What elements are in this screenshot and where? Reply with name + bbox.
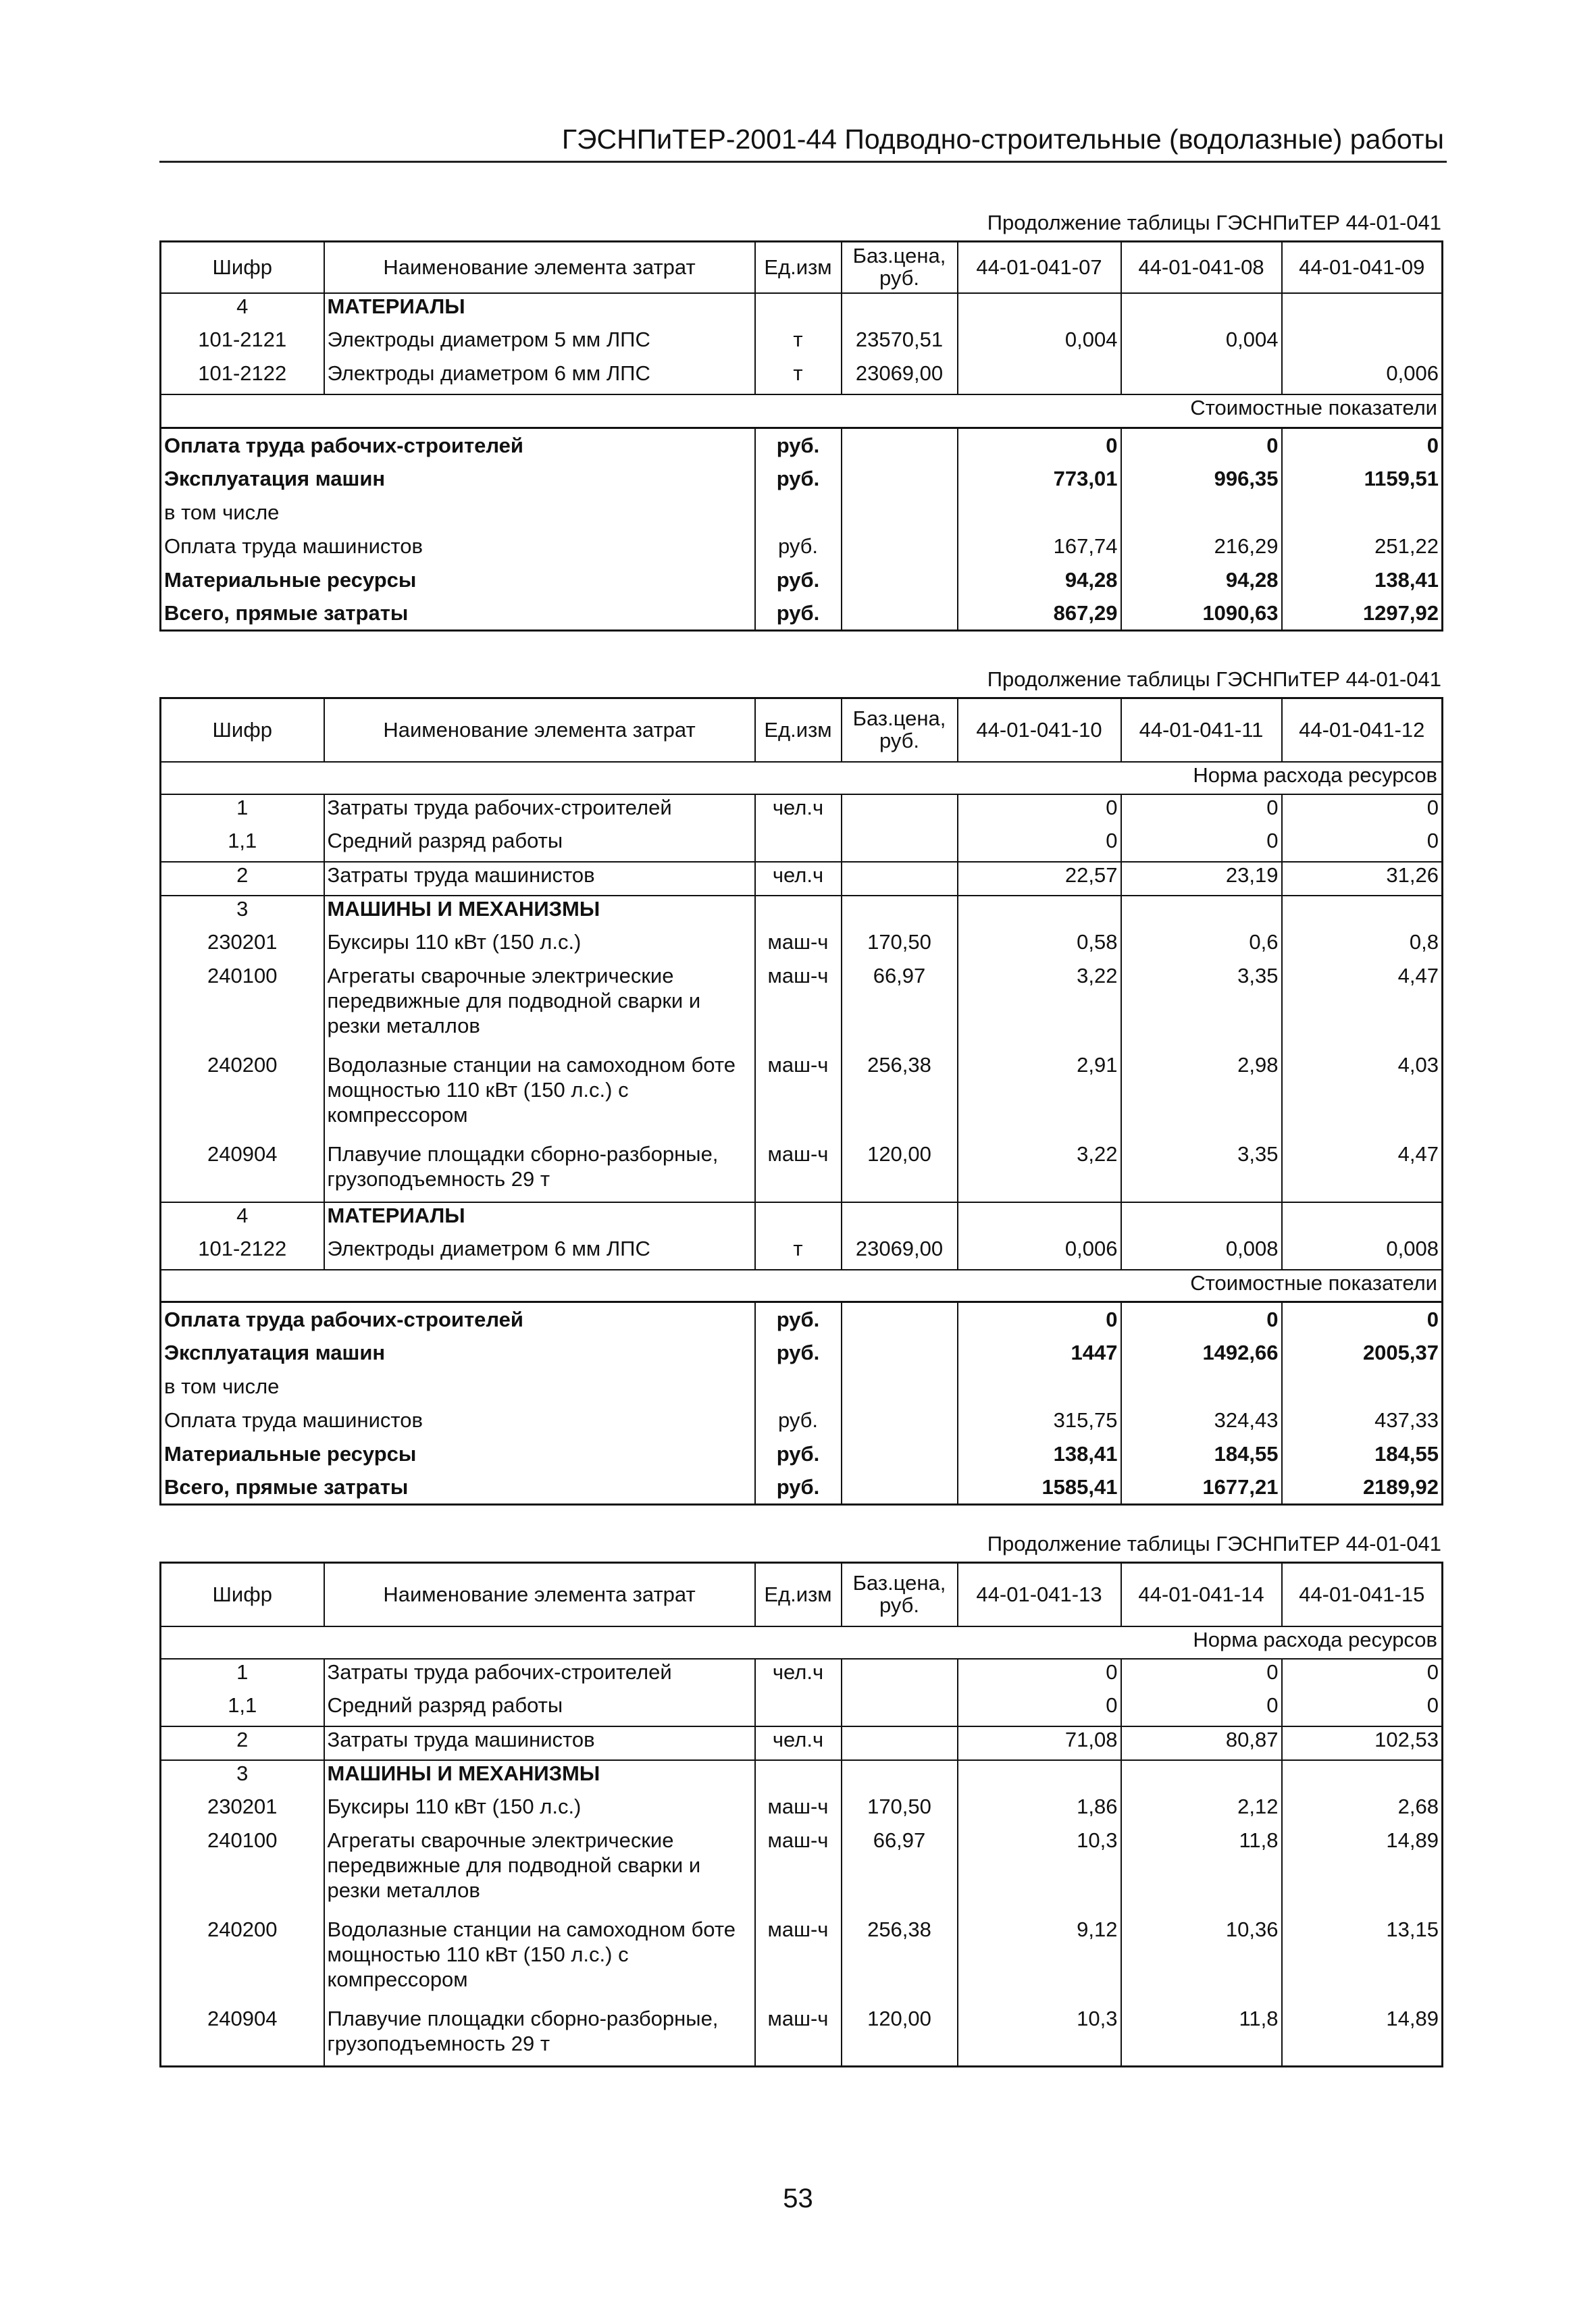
cost-row [161, 1437, 1443, 1471]
row-value-3: 0,008 [1386, 1236, 1439, 1260]
col-header-price: Баз.цена, руб. [842, 698, 958, 762]
col-header-code-2: 44-01-041-08 [1121, 242, 1282, 293]
cost-value-2 [1121, 496, 1282, 530]
cost-value-2: 216,29 [1121, 530, 1282, 563]
row-value-2: 0,004 [1121, 327, 1282, 361]
cost-value-3: 0 [1282, 1302, 1443, 1336]
table-row [161, 293, 1443, 327]
row-unit [755, 1693, 842, 1726]
row-value-1: 0,006 [958, 1236, 1121, 1270]
cost-label: Всего, прямые затраты [161, 597, 755, 631]
row-price: 23069,00 [842, 361, 958, 394]
row-name: Затраты труда рабочих-строителей [324, 1659, 755, 1693]
row-code: 4 [161, 1202, 324, 1236]
row-value-3: 0 [1426, 1693, 1439, 1717]
cost-value-1 [958, 496, 1121, 530]
cost-unit: руб. [776, 601, 820, 625]
row-value-2: 10,36 [1121, 1917, 1282, 2006]
cost-price-empty [842, 1370, 958, 1404]
row-price [842, 794, 958, 828]
row-value-1: 10,3 [958, 1828, 1121, 1917]
row-value-1: 3,22 [958, 963, 1121, 1052]
table-caption: Продолжение таблицы ГЭСНПиТЕР 44-01-041 [987, 667, 1441, 691]
cost-value-1: 167,74 [958, 530, 1121, 563]
row-value-3 [1282, 896, 1443, 929]
row-value-3: 4,03 [1397, 1052, 1439, 1077]
row-code: 240100 [207, 1828, 278, 1852]
row-name: Плавучие площадки сборно-разборные, грузоподъемность 29 т [324, 2006, 755, 2067]
cost-row [161, 1404, 1443, 1437]
row-value-1: 2,91 [958, 1052, 1121, 1141]
page-number: 53 [783, 2184, 813, 2213]
cost-price-empty [842, 1437, 958, 1471]
row-name: Средний разряд работы [324, 828, 755, 862]
row-name: Электроды диаметром 6 мм ЛПС [324, 361, 755, 394]
cost-unit: руб. [776, 567, 820, 592]
page-title: ГЭСНПиТЕР-2001-44 Подводно-строительные (водолазные) работы [561, 124, 1444, 155]
cost-unit: руб. [776, 1441, 820, 1466]
col-header-code-2: 44-01-041-14 [1121, 1563, 1282, 1626]
cost-value-2: 0 [1121, 1302, 1282, 1336]
table-row [161, 963, 1443, 1052]
row-code: 3 [161, 1760, 324, 1794]
cost-price-empty [842, 1404, 958, 1437]
col-header-unit: Ед.изм [755, 242, 842, 293]
row-value-3: 0,006 [1386, 361, 1439, 385]
cost-price-empty [842, 1336, 958, 1370]
cost-label: Оплата труда рабочих-строителей [161, 428, 755, 462]
row-value-1: 0 [958, 828, 1121, 862]
row-value-1: 0,58 [958, 929, 1121, 963]
cost-value-3: 1159,51 [1364, 466, 1439, 490]
col-header-code-2: 44-01-041-11 [1121, 698, 1282, 762]
col-header-name: Наименование элемента затрат [324, 242, 755, 293]
table-row [161, 1726, 1443, 1760]
row-unit: маш-ч [767, 929, 829, 954]
norm-section-header [161, 762, 1443, 794]
row-unit: маш-ч [767, 1917, 829, 1941]
row-value-2: 3,35 [1121, 1141, 1282, 1202]
table-row [161, 794, 1443, 828]
cost-value-3: 2005,37 [1362, 1340, 1439, 1364]
cost-row [161, 597, 1443, 631]
row-value-1: 0 [958, 1693, 1121, 1726]
cost-label: Оплата труда рабочих-строителей [161, 1302, 755, 1336]
row-unit: чел.ч [755, 1726, 842, 1760]
cost-section-header [161, 394, 1443, 428]
row-value-3: 31,26 [1282, 862, 1443, 896]
row-unit: чел.ч [755, 862, 842, 896]
row-value-3: 14,89 [1386, 1828, 1439, 1852]
row-name: МАШИНЫ И МЕХАНИЗМЫ [324, 1760, 755, 1794]
cost-value-2: 184,55 [1121, 1437, 1282, 1471]
cost-value-1: 315,75 [958, 1404, 1121, 1437]
row-name: Агрегаты сварочные электрические передвижные для подводной сварки и резки металлов [324, 1828, 755, 1917]
cost-row [161, 428, 1443, 462]
row-unit: маш-ч [767, 1141, 829, 1166]
row-value-2: 11,8 [1121, 1828, 1282, 1917]
cost-value-1: 1447 [958, 1336, 1121, 1370]
cost-value-3: 138,41 [1374, 567, 1439, 592]
cost-price-empty [842, 597, 958, 631]
row-name: МАШИНЫ И МЕХАНИЗМЫ [324, 896, 755, 929]
cost-unit: руб. [776, 466, 820, 490]
row-code: 230201 [207, 1794, 278, 1818]
row-value-2 [1121, 293, 1282, 327]
cost-label: Эксплуатация машин [161, 462, 755, 496]
row-value-2 [1121, 1760, 1282, 1794]
row-code: 101-2121 [198, 327, 287, 351]
row-name: Средний разряд работы [324, 1693, 755, 1726]
table-row [161, 1760, 1443, 1794]
row-value-2 [1121, 361, 1282, 394]
table-row [161, 327, 1443, 361]
row-code: 230201 [207, 929, 278, 954]
cost-row [161, 1471, 1443, 1505]
cost-label: в том числе [161, 1370, 755, 1404]
row-value-2: 0 [1121, 1693, 1282, 1726]
row-value-2 [1121, 896, 1282, 929]
row-price: 23069,00 [842, 1236, 958, 1270]
cost-value-1: 867,29 [958, 597, 1121, 631]
cost-row [161, 1370, 1443, 1404]
table-row [161, 1794, 1443, 1828]
row-code: 240200 [207, 1052, 278, 1077]
row-name: Затраты труда машинистов [324, 862, 755, 896]
cost-price-empty [842, 462, 958, 496]
row-name: МАТЕРИАЛЫ [324, 293, 755, 327]
row-value-1: 9,12 [958, 1917, 1121, 2006]
row-unit [755, 896, 842, 929]
table-caption: Продолжение таблицы ГЭСНПиТЕР 44-01-041 [987, 1532, 1441, 1555]
row-value-3: 0 [1426, 795, 1439, 819]
row-unit: т [793, 327, 803, 351]
cost-row [161, 496, 1443, 530]
row-value-2: 0,008 [1121, 1236, 1282, 1270]
cost-value-1 [958, 1370, 1121, 1404]
row-value-1: 22,57 [958, 862, 1121, 896]
row-value-2: 0,6 [1121, 929, 1282, 963]
row-price: 120,00 [842, 1141, 958, 1202]
cost-price-empty [842, 563, 958, 597]
resource-table-2 [159, 697, 1443, 1506]
row-value-2: 11,8 [1121, 2006, 1282, 2067]
cost-value-1: 773,01 [958, 462, 1121, 496]
cost-row [161, 563, 1443, 597]
row-code: 1 [236, 795, 249, 819]
cost-label: Оплата труда машинистов [161, 1404, 755, 1437]
row-unit: маш-ч [767, 1828, 829, 1852]
cost-header-label: Стоимостные показатели [161, 1270, 1443, 1302]
col-header-code: Шифр [161, 1563, 324, 1626]
row-code: 2 [161, 1726, 324, 1760]
row-price: 170,50 [842, 929, 958, 963]
row-code: 4 [236, 294, 249, 318]
cost-label: Всего, прямые затраты [161, 1471, 755, 1505]
row-price [842, 1760, 958, 1794]
row-name: Затраты труда рабочих-строителей [324, 794, 755, 828]
table-row [161, 1828, 1443, 1917]
cost-unit: руб. [777, 534, 819, 558]
row-code: 240100 [207, 963, 278, 987]
cost-value-1: 1585,41 [958, 1471, 1121, 1505]
row-price [842, 828, 958, 862]
cost-price-empty [842, 1471, 958, 1505]
row-value-3: 0 [1426, 1660, 1439, 1684]
row-value-2 [1121, 1202, 1282, 1236]
norm-header-label: Норма расхода ресурсов [161, 762, 1443, 794]
row-price [842, 1202, 958, 1236]
row-value-1 [958, 1202, 1121, 1236]
row-price [842, 896, 958, 929]
table-row [161, 896, 1443, 929]
row-price: 66,97 [842, 1828, 958, 1917]
cost-row [161, 530, 1443, 563]
col-header-code-3: 44-01-041-09 [1282, 242, 1443, 293]
row-value-1: 71,08 [958, 1726, 1121, 1760]
row-unit: чел.ч [772, 1660, 824, 1684]
row-value-1 [958, 896, 1121, 929]
cost-price-empty [842, 1302, 958, 1336]
row-unit: маш-ч [767, 2006, 829, 2030]
cost-unit: руб. [755, 428, 842, 462]
row-value-2: 2,12 [1121, 1794, 1282, 1828]
cost-price-empty [842, 530, 958, 563]
col-header-price: Баз.цена, руб. [842, 242, 958, 293]
cost-value-3: 251,22 [1374, 534, 1439, 558]
cost-value-3: 0 [1282, 428, 1443, 462]
resource-table-3 [159, 1562, 1443, 2067]
cost-value-3: 1297,92 [1362, 601, 1439, 625]
row-price [842, 1659, 958, 1693]
cost-value-2: 324,43 [1121, 1404, 1282, 1437]
cost-value-2 [1121, 1370, 1282, 1404]
cost-header-label: Стоимостные показатели [161, 394, 1443, 428]
table-row [161, 862, 1443, 896]
row-price [842, 293, 958, 327]
col-header-code: Шифр [161, 242, 324, 293]
col-header-name: Наименование элемента затрат [324, 1563, 755, 1626]
col-header-code-1: 44-01-041-10 [958, 698, 1121, 762]
table-row [161, 1202, 1443, 1236]
row-code: 240904 [207, 1141, 278, 1166]
row-price [842, 862, 958, 896]
row-value-3: 0 [1426, 828, 1439, 852]
row-value-1: 10,3 [958, 2006, 1121, 2067]
cost-label: Материальные ресурсы [161, 1437, 755, 1471]
cost-label: Эксплуатация машин [161, 1336, 755, 1370]
row-unit: чел.ч [772, 795, 824, 819]
row-value-1: 3,22 [958, 1141, 1121, 1202]
row-value-3 [1282, 293, 1443, 327]
row-code: 2 [161, 862, 324, 896]
row-price [842, 1693, 958, 1726]
table-row [161, 828, 1443, 862]
cost-price-empty [842, 428, 958, 462]
cost-value-2: 996,35 [1121, 462, 1282, 496]
row-value-3 [1282, 327, 1443, 361]
row-value-3: 13,15 [1386, 1917, 1439, 1941]
col-header-code-1: 44-01-041-13 [958, 1563, 1121, 1626]
row-value-1: 0 [958, 1659, 1121, 1693]
table-row [161, 2006, 1443, 2067]
table-caption: Продолжение таблицы ГЭСНПиТЕР 44-01-041 [987, 211, 1441, 234]
cost-value-3 [1282, 496, 1443, 530]
cost-value-1: 138,41 [958, 1437, 1121, 1471]
col-header-code-3: 44-01-041-12 [1282, 698, 1443, 762]
row-price: 256,38 [842, 1052, 958, 1141]
row-code: 3 [161, 896, 324, 929]
table-row [161, 1236, 1443, 1270]
cost-value-2: 1677,21 [1121, 1471, 1282, 1505]
cost-label: Оплата труда машинистов [161, 530, 755, 563]
cost-price-empty [842, 496, 958, 530]
col-header-unit: Ед.изм [755, 698, 842, 762]
row-unit: т [793, 1236, 803, 1260]
cost-unit [755, 496, 842, 530]
row-unit: маш-ч [767, 1794, 829, 1818]
cost-value-2: 1492,66 [1121, 1336, 1282, 1370]
row-price: 170,50 [842, 1794, 958, 1828]
row-value-2: 0 [1121, 794, 1282, 828]
cost-section-header [161, 1270, 1443, 1302]
cost-unit: руб. [777, 1408, 819, 1432]
row-name: Буксиры 110 кВт (150 л.с.) [324, 929, 755, 963]
table-row [161, 929, 1443, 963]
row-value-2: 2,98 [1121, 1052, 1282, 1141]
resource-table-1 [159, 240, 1443, 632]
table-header-row [161, 242, 1443, 293]
row-name: Плавучие площадки сборно-разборные, грузоподъемность 29 т [324, 1141, 755, 1202]
col-header-code: Шифр [161, 698, 324, 762]
cost-value-3 [1282, 1370, 1443, 1404]
row-value-2: 0 [1121, 1659, 1282, 1693]
row-value-1 [958, 293, 1121, 327]
cost-unit [755, 1370, 842, 1404]
row-code: 1,1 [228, 1693, 257, 1717]
cost-value-3: 184,55 [1374, 1441, 1439, 1466]
col-header-name: Наименование элемента затрат [324, 698, 755, 762]
cost-value-1: 0 [958, 1302, 1121, 1336]
row-value-3: 14,89 [1386, 2006, 1439, 2030]
cost-value-2: 1090,63 [1121, 597, 1282, 631]
row-unit: маш-ч [767, 1052, 829, 1077]
table-row [161, 1917, 1443, 2006]
table-row [161, 1052, 1443, 1141]
row-value-1 [958, 1760, 1121, 1794]
table-header-row [161, 1563, 1443, 1626]
row-value-1 [958, 361, 1121, 394]
row-name: Электроды диаметром 5 мм ЛПС [324, 327, 755, 361]
col-header-unit: Ед.изм [755, 1563, 842, 1626]
row-value-2: 0 [1121, 828, 1282, 862]
row-value-3: 102,53 [1282, 1726, 1443, 1760]
row-price: 66,97 [842, 963, 958, 1052]
row-value-2: 23,19 [1121, 862, 1282, 896]
col-header-price: Баз.цена, руб. [842, 1563, 958, 1626]
cost-value-1: 0 [958, 428, 1121, 462]
row-value-3: 2,68 [1397, 1794, 1439, 1818]
row-value-1: 0 [958, 794, 1121, 828]
cost-value-2: 94,28 [1121, 563, 1282, 597]
row-code: 1 [236, 1660, 249, 1684]
table-header-row [161, 698, 1443, 762]
cost-unit: руб. [755, 1302, 842, 1336]
cost-label: Материальные ресурсы [161, 563, 755, 597]
row-value-3 [1282, 1760, 1443, 1794]
cost-value-1: 94,28 [958, 563, 1121, 597]
row-unit [755, 1760, 842, 1794]
row-price: 120,00 [842, 2006, 958, 2067]
table-row [161, 1693, 1443, 1726]
cost-row [161, 1336, 1443, 1370]
table-row [161, 361, 1443, 394]
row-unit [755, 828, 842, 862]
col-header-code-1: 44-01-041-07 [958, 242, 1121, 293]
page-header [159, 123, 1447, 163]
cost-row [161, 1302, 1443, 1336]
row-unit: маш-ч [767, 963, 829, 987]
row-name: Электроды диаметром 6 мм ЛПС [324, 1236, 755, 1270]
row-unit [755, 293, 842, 327]
row-name: Агрегаты сварочные электрические передвижные для подводной сварки и резки металлов [324, 963, 755, 1052]
row-value-1: 1,86 [958, 1794, 1121, 1828]
row-value-3 [1282, 1202, 1443, 1236]
row-value-2: 3,35 [1121, 963, 1282, 1052]
row-unit [755, 1202, 842, 1236]
row-unit: т [793, 361, 803, 385]
row-name: Водолазные станции на самоходном боте мощностью 110 кВт (150 л.с.) с компрессором [324, 1052, 755, 1141]
row-name: Водолазные станции на самоходном боте мощностью 110 кВт (150 л.с.) с компрессором [324, 1917, 755, 2006]
col-header-code-3: 44-01-041-15 [1282, 1563, 1443, 1626]
row-value-3: 4,47 [1397, 1141, 1439, 1166]
row-price: 256,38 [842, 1917, 958, 2006]
row-code: 1,1 [228, 828, 257, 852]
row-code: 240904 [207, 2006, 278, 2030]
norm-header-label: Норма расхода ресурсов [161, 1626, 1443, 1659]
table-row [161, 1141, 1443, 1202]
cost-row [161, 462, 1443, 496]
cost-value-2: 0 [1121, 428, 1282, 462]
row-value-3: 0,8 [1409, 929, 1439, 954]
cost-label: в том числе [161, 496, 755, 530]
row-value-1: 0,004 [958, 327, 1121, 361]
row-value-2: 80,87 [1121, 1726, 1282, 1760]
row-code: 240200 [207, 1917, 278, 1941]
cost-value-3: 437,33 [1374, 1408, 1439, 1432]
row-name: Затраты труда машинистов [324, 1726, 755, 1760]
row-code: 101-2122 [198, 361, 287, 385]
row-price: 23570,51 [842, 327, 958, 361]
row-price [842, 1726, 958, 1760]
row-name: Буксиры 110 кВт (150 л.с.) [324, 1794, 755, 1828]
cost-value-3: 2189,92 [1362, 1475, 1439, 1499]
cost-unit: руб. [776, 1340, 820, 1364]
cost-unit: руб. [776, 1475, 820, 1499]
norm-section-header [161, 1626, 1443, 1659]
row-value-3: 4,47 [1397, 963, 1439, 987]
table-row [161, 1659, 1443, 1693]
row-code: 101-2122 [198, 1236, 287, 1260]
row-name: МАТЕРИАЛЫ [324, 1202, 755, 1236]
